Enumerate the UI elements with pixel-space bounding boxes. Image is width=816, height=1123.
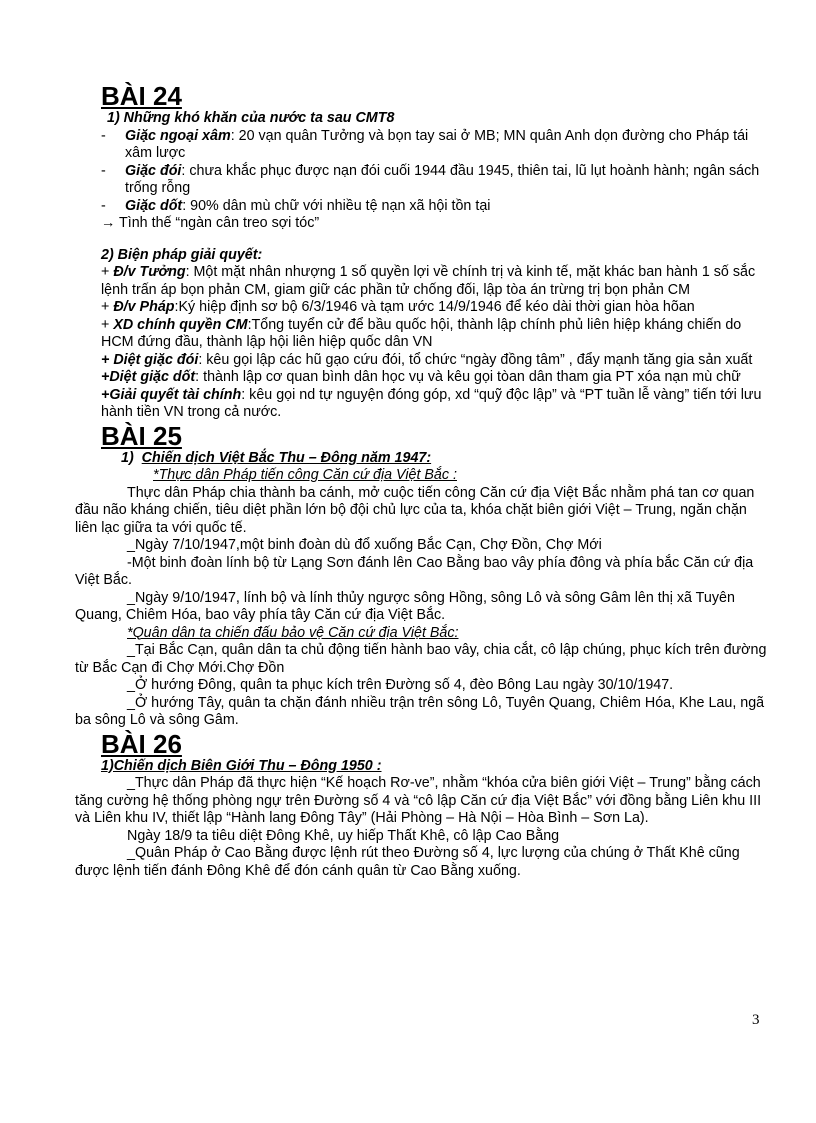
- difficulty-item: - Giặc dốt: 90% dân mù chữ với nhiều tệ nạn xã hội tồn tại: [101, 197, 491, 214]
- lesson-24-title: BÀI 24: [101, 81, 182, 111]
- difficulty-text: : 20 vạn quân Tưởng và bọn tay sai ở MB; MN quân Anh dọn đường cho Pháp tái xâm lược: [125, 127, 749, 161]
- paragraph: _Ở hướng Tây, quân ta chặn đánh nhiều trận trên sông Lô, Tuyên Quang, Chiêm Hóa, Khe Lau, ngã ba sông Lô và sông Gâm.: [75, 694, 765, 728]
- difficulty-item: - Giặc ngoại xâm: 20 vạn quân Tưởng và bọn tay sai ở MB; MN quân Anh dọn đường cho Pháp tái xâm lược: [101, 127, 749, 161]
- difficulty-label: Giặc ngoại xâm: [125, 127, 231, 144]
- measure-item: +Giải quyết tài chính: kêu gọi nd tự nguyện đóng góp, xd “quỹ độc lập” và “PT tuần lễ vàng” tiến tới lưu hành tiền VN trong cả nước.: [101, 386, 762, 420]
- difficulty-label: Giặc dốt: [125, 197, 183, 214]
- lesson-26-section-1-heading: 1)Chiến dịch Biên Giới Thu – Đông 1950 :: [101, 757, 382, 774]
- measure-item: + Đ/v Pháp:Ký hiệp định sơ bộ 6/3/1946 và tạm ước 14/9/1946 để kéo dài thời gian hòa hõan: [101, 299, 695, 315]
- document-page: [75, 81, 771, 880]
- difficulty-text: : 90% dân mù chữ với nhiều tệ nạn xã hội tồn tại: [182, 197, 491, 214]
- paragraph: _Quân Pháp ở Cao Bằng được lệnh rút theo Đường số 4, lực lượng của chúng ở Thất Khê cũng được lệnh tiến đánh Đông Khê để đón cánh quân từ Cao Bằng xuống.: [75, 845, 740, 879]
- paragraph: -Một binh đoàn lính bộ từ Lạng Sơn đánh lên Cao Bằng bao vây phía đông và phía bắc Căn cứ địa Việt Bắc.: [75, 554, 754, 588]
- difficulty-text: : chưa khắc phục được nạn đói cuối 1944 đầu 1945, thiên tai, lũ lụt hoành hành; ngân sách trống rỗng: [125, 162, 760, 196]
- paragraph: Ngày 18/9 ta tiêu diệt Đông Khê, uy hiếp Thất Khê, cô lập Cao Bằng: [127, 827, 560, 844]
- difficulty-item: - Giặc đói: chưa khắc phục được nạn đói cuối 1944 đầu 1945, thiên tai, lũ lụt hoành hành; ngân sách trống rỗng: [101, 162, 760, 196]
- subsection-heading: *Thực dân Pháp tiến công Căn cứ địa Việt Bắc :: [153, 467, 457, 483]
- lesson-25-title: BÀI 25: [101, 420, 182, 451]
- paragraph: Thực dân Pháp chia thành ba cánh, mở cuộc tiến công Căn cứ địa Việt Bắc nhằm phá tan cơ quan đầu não kháng chiến, tiêu diệt phần lớn bộ đội chủ lực của ta, khóa chặt biên giới Việt – Trung, ngăn chặn liên lạc giữa ta với quốc tế.: [75, 484, 755, 536]
- lesson-24-section-2-heading: 2) Biện pháp giải quyết:: [101, 246, 263, 263]
- measure-item: +Diệt giặc dốt: thành lập cơ quan bình dân học vụ và kêu gọi tòan dân tham gia PT xóa nạn mù chữ: [101, 369, 741, 385]
- lesson-25-section-1-heading: 1) Chiến dịch Việt Bắc Thu – Đông năm 1947:: [121, 449, 432, 466]
- measure-item: + Đ/v Tưởng: Một mặt nhân nhượng 1 số quyền lợi về chính trị và kinh tế, mặt khác ban hành 1 số sắc lệnh trấn áp bọn phản CM, giam giữ các phần tử chống đối, lập tòa án trừng trị bọn phản CM: [101, 264, 756, 298]
- page-number: 3: [752, 1012, 760, 1028]
- conclusion-line: → Tình thế “ngàn cân treo sợi tóc”: [101, 215, 320, 231]
- lesson-26-title: BÀI 26: [101, 728, 182, 759]
- measure-item: + XD chính quyền CM:Tổng tuyển cử để bầu quốc hội, thành lập chính phủ liên hiệp kháng chiến do HCM đứng đầu, thành lập hội liên hiệp quốc dân VN: [101, 316, 742, 350]
- paragraph: _Tại Bắc Cạn, quân dân ta chủ động tiến hành bao vây, chia cắt, cô lập chúng, phục kích trên đường từ Bắc Cạn đi Chợ Mới.Chợ Đồn: [75, 642, 767, 676]
- difficulty-label: Giặc đói: [125, 162, 182, 179]
- paragraph: _Ngày 7/10/1947,một binh đoàn dù đổ xuống Bắc Cạn, Chợ Đồn, Chợ Mới: [127, 537, 602, 553]
- subsection-heading: *Quân dân ta chiến đấu bảo vệ Căn cứ địa Việt Bắc:: [127, 624, 459, 641]
- paragraph: _Ở hướng Đông, quân ta phục kích trên Đường số 4, đèo Bông Lau ngày 30/10/1947.: [127, 677, 674, 693]
- paragraph: _Thực dân Pháp đã thực hiện “Kế hoạch Rơ-ve”, nhằm “khóa cửa biên giới Việt – Trung” bằng cách tăng cường hệ thống phòng ngự trên Đường số 4 và “cô lập Căn cứ địa Việt Bắc” với đồng bằng Liên khu III và Liên khu IV, thiết lập “Hành lang Đông Tây” (Hải Phòng – Hà Nội – Hòa Bình – Sơn La).: [75, 775, 762, 826]
- measure-item: + Diệt giặc đói: kêu gọi lập các hũ gạo cứu đói, tổ chức “ngày đồng tâm” , đẩy mạnh tăng gia sản xuất: [101, 351, 753, 368]
- paragraph: _Ngày 9/10/1947, lính bộ và lính thủy ngược sông Hồng, sông Lô và sông Gâm lên thị xã Tuyên Quang, Chiêm Hóa, bao vây phía tây Căn cứ địa Việt Bắc.: [75, 589, 735, 623]
- lesson-24-section-1-heading: 1) Những khó khăn của nước ta sau CMT8: [107, 110, 395, 126]
